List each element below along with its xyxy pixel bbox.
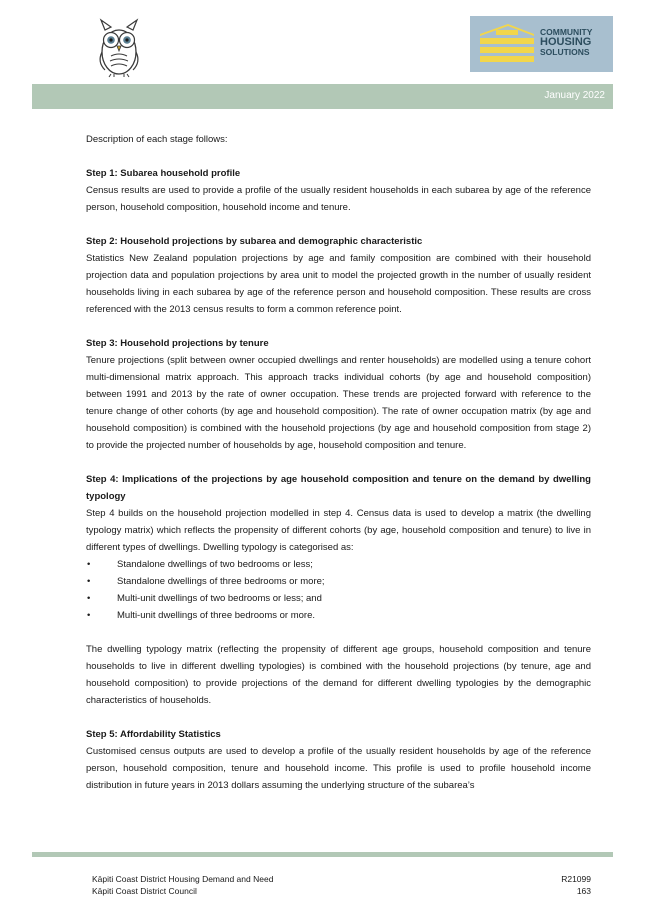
bullet-icon: • bbox=[87, 576, 91, 587]
list-item: • Multi-unit dwellings of three bedrooms or more. bbox=[86, 607, 591, 624]
logo-text-solutions: SOLUTIONS bbox=[540, 46, 590, 57]
step-1-heading: Step 1: Subarea household profile bbox=[86, 168, 241, 179]
dwelling-typology-list bbox=[86, 556, 591, 624]
bullet-icon: • bbox=[87, 593, 91, 604]
footer-bar bbox=[32, 852, 613, 857]
footer-report-title: Kāpiti Coast District Housing Demand and Need bbox=[92, 874, 274, 884]
page-number: 163 bbox=[576, 886, 591, 896]
bullet-icon: • bbox=[87, 610, 91, 621]
step-4-after-paragraph: The dwelling typology matrix (reflecting the propensity of different age groups, household composition and tenure households to live in different dwelling typologies) is combined with the household projections (by tenure, age and household composition) to provide projections of the demand for different dwelling typologies by the demographic characteristics of households. bbox=[86, 644, 591, 706]
list-item: • Multi-unit dwellings of two bedrooms or less; and bbox=[86, 590, 591, 607]
step-4-heading: Step 4: Implications of the projections by age household composition and tenure on the demand by dwelling typology bbox=[86, 474, 591, 502]
step-1-body: Census results are used to provide a profile of the usually resident households in each subarea by age of the reference person, household composition, household income and tenure. bbox=[86, 185, 591, 213]
header-date: January 2022 bbox=[544, 90, 605, 101]
step-2-body: Statistics New Zealand population projections by age and family composition are combined with their household projection data and population projections by area unit to model the projected growth in the number of usually resident households living in each subarea by age of the reference person and household composition. These results are cross referenced with the 2013 census results to form a common reference point. bbox=[86, 253, 591, 315]
owl-logo-icon bbox=[93, 18, 145, 78]
step-5-heading: Step 5: Affordability Statistics bbox=[86, 729, 221, 740]
step-4-body: Step 4 builds on the household projection modelled in step 4. Census data is used to develop a matrix (the dwelling typology matrix) which reflects the propensity of different cohorts (by age, household composition and tenure) to live in different types of dwellings. Dwelling typology is categorised as: bbox=[86, 508, 591, 553]
logo-text-community: COMMUNITY bbox=[540, 27, 593, 37]
community-housing-solutions-logo bbox=[470, 16, 613, 72]
list-item: • Standalone dwellings of two bedrooms or less; bbox=[86, 556, 591, 573]
header-bar bbox=[32, 84, 613, 109]
footer-council-name: Kāpiti Coast District Council bbox=[92, 886, 197, 896]
list-item: • Standalone dwellings of three bedrooms or more; bbox=[86, 573, 591, 590]
step-2-heading: Step 2: Household projections by subarea and demographic characteristic bbox=[86, 236, 423, 247]
footer-report-code: R21099 bbox=[561, 874, 591, 884]
logo-text-housing: HOUSING bbox=[540, 35, 592, 48]
step-3-body: Tenure projections (split between owner occupied dwellings and renter households) are modelled using a tenure cohort multi-dimensional matrix approach. This approach tracks individual cohorts (by age and household composition) between 1991 and 2013 by the rate of owner occupation. These trends are projected forward with reference to the tenure change of other cohorts (by age and household composition). The rate of owner occupation matrix (by age and household composition) is combined with the household projections (by age and household composition from stage 2) to provide the projected number of households by age, household composition and tenure. bbox=[86, 355, 591, 451]
house-stripes-icon bbox=[478, 24, 536, 66]
document-body bbox=[86, 131, 591, 794]
bullet-icon: • bbox=[87, 559, 91, 570]
step-3-heading: Step 3: Household projections by tenure bbox=[86, 338, 269, 349]
intro-paragraph: Description of each stage follows: bbox=[86, 134, 228, 145]
step-5-body: Customised census outputs are used to develop a profile of the usually resident households by age of the reference person, household composition, tenure and household income. This profile is used to profile household income distribution in future years in 2013 dollars assuming the underlying structure of the subarea’s bbox=[86, 746, 591, 791]
